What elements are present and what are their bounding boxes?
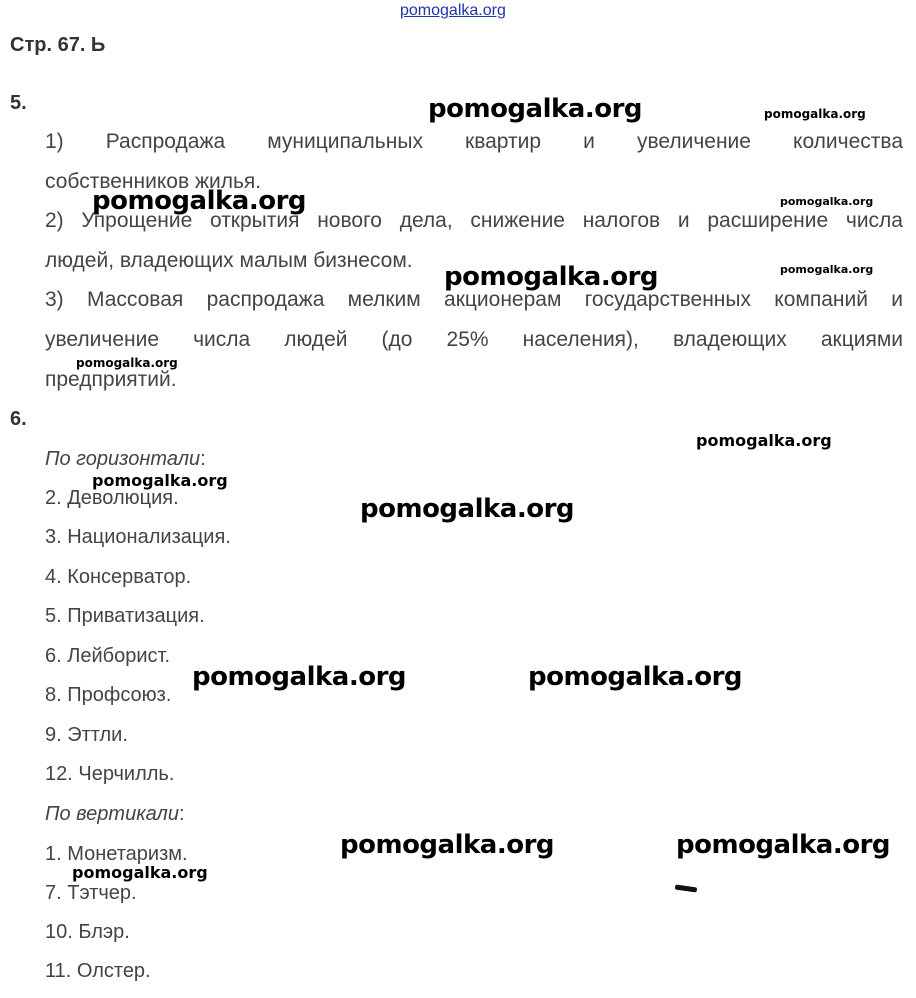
horizontal-item: 2. Деволюция. bbox=[45, 487, 179, 509]
horizontal-item: 8. Профсоюз. bbox=[45, 684, 172, 706]
task-5-line-2: собственников жилья. bbox=[45, 170, 262, 193]
vertical-heading: По вертикали: bbox=[45, 803, 185, 825]
watermark: pomogalka.org bbox=[76, 356, 178, 370]
watermark: pomogalka.org bbox=[444, 262, 659, 292]
task-5-number: 5. bbox=[10, 92, 27, 114]
task-5-line-7: предприятий. bbox=[45, 368, 177, 391]
watermark: pomogalka.org bbox=[92, 471, 228, 490]
watermark: pomogalka.org bbox=[72, 863, 208, 882]
watermark: pomogalka.org bbox=[780, 263, 874, 276]
vertical-item: 11. Олстер. bbox=[45, 960, 151, 982]
task-5-line-3: 2) Упрощение открытия нового дела, снижение налогов и расширение числа bbox=[45, 209, 903, 232]
watermark: pomogalka.org bbox=[428, 94, 643, 124]
task-5-line-5: 3) Массовая распродажа мелким акционерам государственных компаний и bbox=[45, 288, 903, 311]
horizontal-item: 5. Приватизация. bbox=[45, 605, 205, 627]
task-5-line-1: 1) Распродажа муниципальных квартир и увеличение количества bbox=[45, 130, 903, 153]
page-title: Стр. 67. Ь bbox=[10, 34, 106, 56]
vertical-label: По вертикали bbox=[45, 803, 179, 825]
horizontal-item: 6. Лейборист. bbox=[45, 645, 171, 667]
vertical-item: 1. Монетаризм. bbox=[45, 843, 188, 865]
horizontal-heading: По горизонтали: bbox=[45, 448, 206, 470]
task-5-line-6: увеличение числа людей (до 25% населения), владеющих акциями bbox=[45, 328, 903, 351]
watermark: pomogalka.org bbox=[676, 830, 891, 860]
horizontal-item: 9. Эттли. bbox=[45, 724, 128, 746]
watermark: pomogalka.org bbox=[360, 494, 575, 524]
task-6-number: 6. bbox=[10, 408, 27, 430]
watermark: pomogalka.org bbox=[92, 186, 307, 216]
watermark: pomogalka.org bbox=[340, 830, 555, 860]
watermark: pomogalka.org bbox=[192, 662, 407, 692]
watermark-link-top[interactable]: pomogalka.org bbox=[400, 2, 506, 19]
ink-mark bbox=[675, 884, 697, 892]
watermark: pomogalka.org bbox=[528, 662, 743, 692]
watermark: pomogalka.org bbox=[764, 107, 866, 121]
vertical-item: 10. Блэр. bbox=[45, 921, 130, 943]
task-5-line-4: людей, владеющих малым бизнесом. bbox=[45, 249, 413, 272]
vertical-item: 7. Тэтчер. bbox=[45, 882, 137, 904]
horizontal-label: По горизонтали bbox=[45, 448, 201, 470]
horizontal-item: 12. Черчилль. bbox=[45, 763, 175, 785]
horizontal-item: 3. Национализация. bbox=[45, 526, 231, 548]
horizontal-item: 4. Консерватор. bbox=[45, 566, 192, 588]
watermark: pomogalka.org bbox=[780, 195, 874, 208]
watermark: pomogalka.org bbox=[696, 431, 832, 450]
